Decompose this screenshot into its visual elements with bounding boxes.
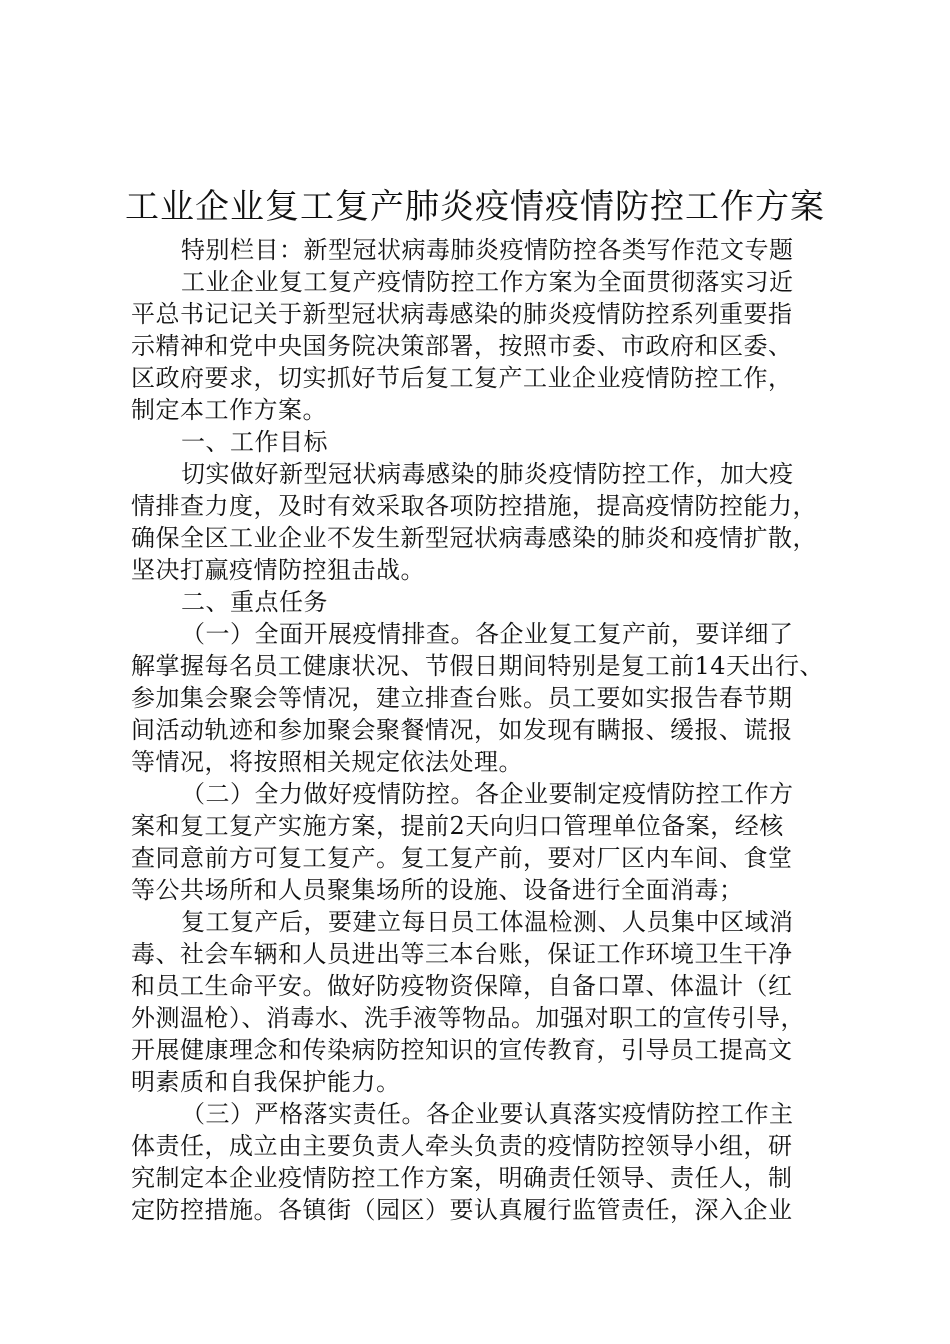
body-line: 查同意前方可复工复产。复工复产前，要对厂区内车间、食堂 (131, 844, 793, 872)
body-line: 参加集会聚会等情况，建立排查台账。员工要如实报告春节期 (131, 684, 793, 712)
body-line: 平总书记记关于新型冠状病毒感染的肺炎疫情防控系列重要指 (131, 300, 793, 328)
body-line: 特别栏目：新型冠状病毒肺炎疫情防控各类写作范文专题 (181, 236, 794, 264)
body-line: 复工复产后，要建立每日员工体温检测、人员集中区域消 (181, 908, 794, 936)
body-line: （三）严格落实责任。各企业要认真落实疫情防控工作主 (181, 1100, 794, 1128)
body-line: 工业企业复工复产疫情防控工作方案为全面贯彻落实习近 (181, 268, 794, 296)
document-title: 工业企业复工复产肺炎疫情疫情防控工作方案 (125, 187, 825, 227)
body-line: 二、重点任务 (181, 588, 328, 616)
body-line: 间活动轨迹和参加聚会聚餐情况，如发现有瞒报、缓报、谎报 (131, 716, 793, 744)
body-line: 一、工作目标 (181, 428, 328, 456)
body-line: 确保全区工业企业不发生新型冠状病毒感染的肺炎和疫情扩散， (131, 524, 817, 552)
body-line: 切实做好新型冠状病毒感染的肺炎疫情防控工作，加大疫 (181, 460, 794, 488)
body-line: 究制定本企业疫情防控工作方案，明确责任领导、责任人，制 (131, 1164, 793, 1192)
body-line: 等公共场所和人员聚集场所的设施、设备进行全面消毒； (131, 876, 744, 904)
body-line: 外测温枪）、消毒水、洗手液等物品。加强对职工的宣传引导， (131, 1004, 805, 1032)
body-line: 定防控措施。各镇街（园区）要认真履行监管责任，深入企业 (131, 1196, 793, 1224)
body-line: 和员工生命平安。做好防疫物资保障，自备口罩、体温计（红 (131, 972, 793, 1000)
body-line: 情排查力度，及时有效采取各项防控措施，提高疫情防控能力， (131, 492, 817, 520)
body-line: （一）全面开展疫情排查。各企业复工复产前，要详细了 (181, 620, 794, 648)
body-line: 等情况，将按照相关规定依法处理。 (131, 748, 523, 776)
body-line: 毒、社会车辆和人员进出等三本台账，保证工作环境卫生干净 (131, 940, 793, 968)
body-line: 开展健康理念和传染病防控知识的宣传教育，引导员工提高文 (131, 1036, 793, 1064)
body-line: 案和复工复产实施方案，提前2天向归口管理单位备案，经核 (131, 812, 784, 840)
body-line: 明素质和自我保护能力。 (131, 1068, 401, 1096)
body-line: 解掌握每名员工健康状况、节假日期间特别是复工前14天出行、 (131, 652, 825, 680)
body-line: 示精神和党中央国务院决策部署，按照市委、市政府和区委、 (131, 332, 793, 360)
body-line: 坚决打赢疫情防控狙击战。 (131, 556, 425, 584)
body-line: 区政府要求，切实抓好节后复工复产工业企业疫情防控工作， (131, 364, 793, 392)
body-line: 体责任，成立由主要负责人牵头负责的疫情防控领导小组，研 (131, 1132, 793, 1160)
body-line: （二）全力做好疫情防控。各企业要制定疫情防控工作方 (181, 780, 794, 808)
document-body (131, 234, 825, 1226)
body-line: 制定本工作方案。 (131, 396, 327, 424)
